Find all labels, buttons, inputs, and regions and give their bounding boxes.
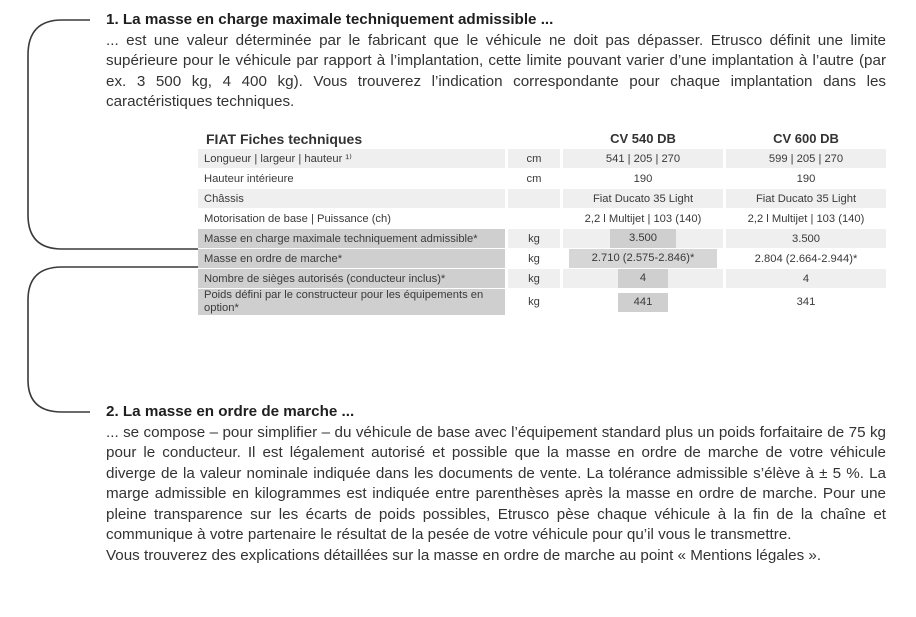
row-label: Châssis [198, 189, 505, 208]
row-label: Nombre de sièges autorisés (conducteur inclus)* [198, 269, 505, 288]
row-value: 3.500 [726, 229, 886, 248]
table-row [198, 149, 886, 168]
row-unit: cm [508, 149, 560, 168]
table-row-highlight [198, 229, 886, 248]
model-name: CV 540 DB [610, 131, 676, 146]
bracket-bottom [28, 267, 198, 412]
row-value: 341 [796, 296, 816, 308]
table-row [198, 209, 886, 228]
row-unit: kg [508, 229, 560, 248]
row-unit: kg [528, 296, 540, 308]
row-label: Masse en charge maximale techniquement admissible* [198, 229, 505, 248]
row-label: Hauteur intérieure [204, 172, 294, 185]
row-value: 2.710 (2.575-2.846)* [569, 249, 717, 268]
row-label: Motorisation de base | Puissance (ch) [204, 212, 391, 225]
row-value: 190 [796, 172, 816, 185]
row-value: 2,2 l Multijet | 103 (140) [584, 212, 702, 225]
section-mass-in-running-order [106, 402, 886, 566]
row-value: 190 [633, 172, 653, 185]
section-heading: 2. La masse en ordre de marche ... [106, 403, 355, 420]
row-label: Masse en ordre de marche* [198, 249, 505, 268]
row-value: 441 [618, 293, 668, 312]
section-body: ... est une valeur déterminée par le fabricant que le véhicule ne doit pas dépasser. Etrusco définit une limite supérieure pour le véhicule par rapport à l’implantation, cette limite pouvant varier d’une implantation à l’autre (par ex. 3 500 kg, 4 400 kg). Vous trouverez l’indication correspondante pour chaque implantation dans les caractéristiques techniques. [106, 31, 886, 110]
table-row-highlight [198, 289, 886, 315]
table-row-highlight [198, 269, 886, 288]
row-value: Fiat Ducato 35 Light [563, 189, 723, 208]
row-unit: cm [526, 172, 542, 185]
row-label: Longueur | largeur | hauteur ¹⁾ [198, 149, 505, 168]
row-unit [508, 189, 560, 208]
section-body: ... se compose – pour simplifier – du véhicule de base avec l’équipement standard plus un poids forfaitaire de 75 kg pour le conducteur. Il est légalement autorisé et possible que la masse en ordre de marche de votre véhicule diverge de la valeur nominale indiquée dans les documents de vente. La tolérance admissible s’élève à ± 5 %. La marge admissible en kilogrammes est indiquée entre parenthèses après la masse en ordre de marche. Pour une pleine transparence sur les écarts de poids possibles, Etrusco pèse chaque véhicule à la fin de la chaîne et communique à votre partenaire le résultat de la pesée de votre véhicule pour qu’il vous le transmettre. [106, 423, 886, 543]
section-heading: 1. La masse en charge maximale techniquement admissible ... [106, 11, 554, 28]
row-value: 4 [618, 269, 668, 288]
model-name: CV 600 DB [773, 131, 839, 146]
table-row [198, 169, 886, 188]
row-value: 541 | 205 | 270 [563, 149, 723, 168]
row-value: 4 [726, 269, 886, 288]
table-row-highlight [198, 249, 886, 268]
table-header-row [198, 129, 886, 148]
spec-table [198, 128, 886, 316]
row-value: 2.804 (2.664-2.944)* [754, 252, 858, 265]
row-value: Fiat Ducato 35 Light [726, 189, 886, 208]
row-unit [508, 209, 560, 228]
row-value: 3.500 [610, 229, 676, 248]
row-value: 599 | 205 | 270 [726, 149, 886, 168]
section-body-note: Vous trouverez des explications détaillées sur la masse en ordre de marche au point « Mentions légales ». [106, 546, 822, 564]
table-row [198, 189, 886, 208]
row-value: 2,2 l Multijet | 103 (140) [747, 212, 865, 225]
table-title: FIAT Fiches techniques [206, 130, 363, 147]
row-unit: kg [528, 252, 540, 265]
row-unit: kg [508, 269, 560, 288]
section-max-mass [106, 10, 886, 113]
row-label: Poids défini par le constructeur pour les équipements en option* [198, 289, 505, 315]
